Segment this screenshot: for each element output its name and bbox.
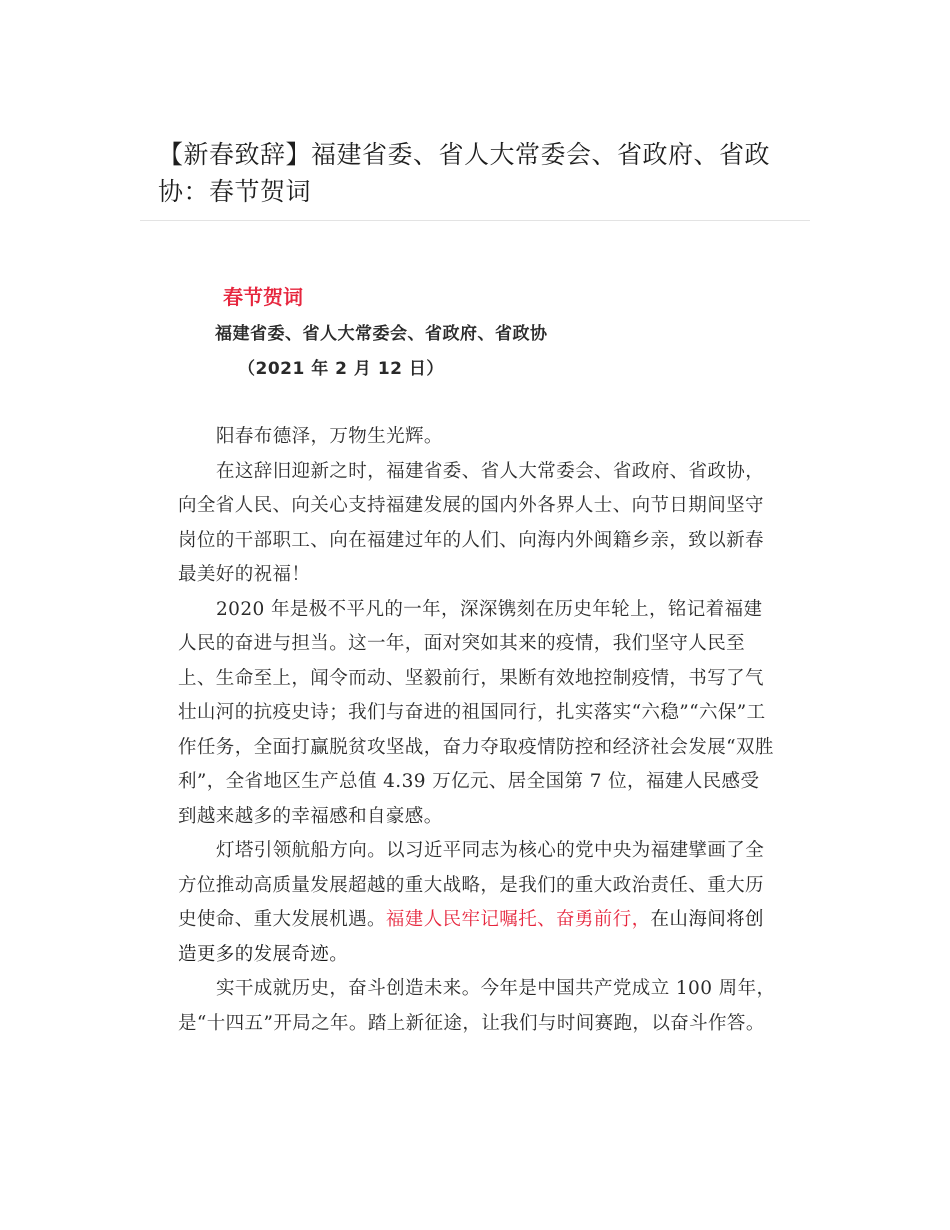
article-authors: 福建省委、省人大常委会、省政府、省政协 [215,324,548,344]
article-body [178,420,778,1041]
page-title: 【新春致辞】福建省委、省人大常委会、省政府、省政协：春节贺词 [158,140,771,206]
paragraph-3: 2020 年是极不平凡的一年，深深镌刻在历史年轮上，铭记着福建人民的奋进与担当。这一年，面对突如其来的疫情，我们坚守人民至上、生命至上，闻令而动、坚毅前行，果断有效地控制疫情，书写了气壮山河的抗疫史诗；我们与奋进的祖国同行，扎实落实“六稳”“六保”工作任务，全面打赢脱贫攻坚战，奋力夺取疫情防控和经济社会发展“双胜利”，全省地区生产总值 4.39 万亿元、居全国第 7 位，福建人民感受到越来越多的幸福感和自豪感。 [178,598,774,827]
title-divider [140,220,810,221]
article-date: （2021 年 2 月 12 日） [238,359,444,379]
paragraph-2: 在这辞旧迎新之时，福建省委、省人大常委会、省政府、省政协，向全省人民、向关心支持福建发展的国内外各界人士、向节日期间坚守岗位的干部职工、向在福建过年的人们、向海内外闽籍乡亲，致以新春最美好的祝福！ [178,460,765,585]
paragraph-4-start: 灯塔引领航船方向。以习近平同志为核心的党中央为福建擘画了全方位推动高质量发展超越的重大战略，是我们的重大政治责任、重大历史使命、重大发展机遇。 [178,840,765,930]
paragraph-1: 阳春布德泽，万物生光辉。 [216,426,443,447]
paragraph-4-end: 在山海间将创造更多的发展奇迹。 [178,909,764,965]
paragraph-5: 实干成就历史，奋斗创造未来。今年是中国共产党成立 100 周年，是“十四五”开局之年。踏上新征途，让我们与时间赛跑，以奋斗作答。 [178,978,776,1034]
paragraph-4 [178,834,778,972]
paragraph-4-highlight: 福建人民牢记嘱托、奋勇前行， [385,909,651,930]
article-subtitle: 春节贺词 [223,285,303,309]
